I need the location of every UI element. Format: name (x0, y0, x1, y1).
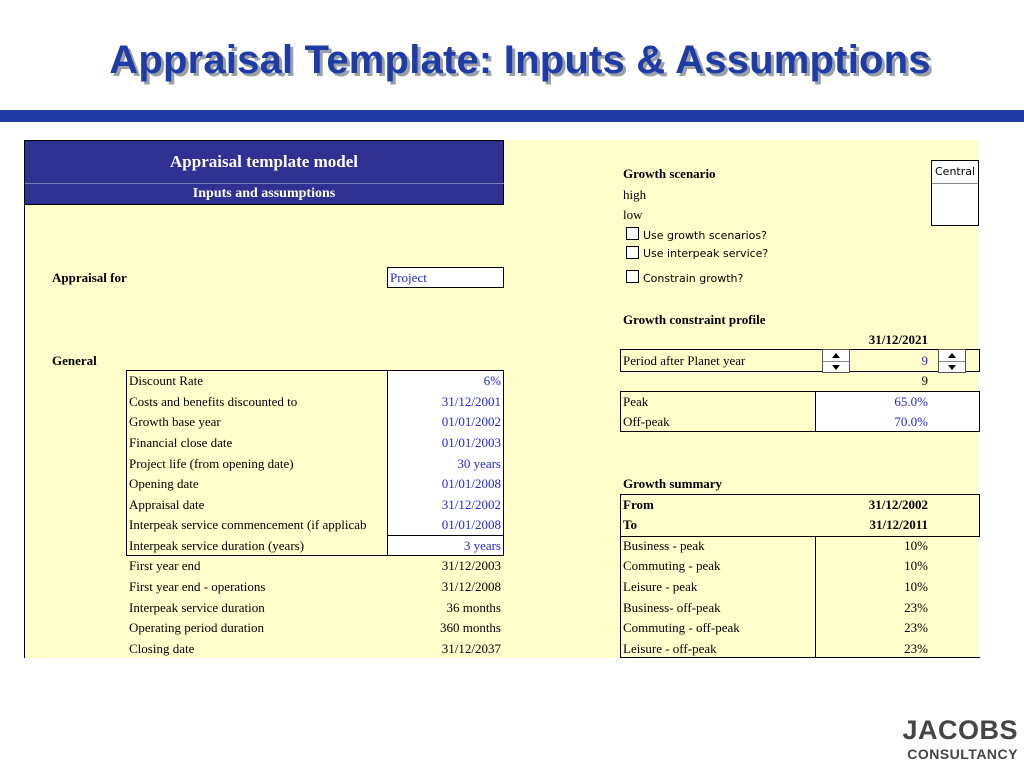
summary-label: Business- off-peak (623, 600, 721, 615)
growth-summary-label: Growth summary (623, 476, 723, 491)
calc-value: 31/12/2037 (441, 641, 501, 656)
calc-label: Closing date (129, 641, 195, 656)
peak-value[interactable]: 65.0% (894, 394, 928, 409)
input-label: Opening date (129, 476, 199, 491)
input-label: Appraisal date (129, 497, 205, 512)
summary-label: Leisure - off-peak (623, 641, 717, 656)
input-value[interactable]: 01/01/2002 (441, 414, 501, 429)
to-value: 31/12/2011 (869, 517, 928, 532)
spinner-up-icon[interactable] (823, 350, 849, 361)
input-label: Costs and benefits discounted to (129, 394, 298, 409)
calc-label: Interpeak service duration (129, 600, 265, 615)
summary-value: 10% (904, 579, 928, 594)
period-spinner-1[interactable] (822, 349, 850, 373)
summary-value: 23% (904, 641, 928, 656)
input-value[interactable]: 01/01/2003 (441, 435, 501, 450)
input-label: Discount Rate (129, 373, 204, 388)
growth-option-low[interactable]: low (623, 207, 643, 222)
spinner-up-icon[interactable] (939, 350, 965, 361)
summary-value: 23% (904, 600, 928, 615)
input-value[interactable]: 3 years (463, 538, 501, 553)
offpeak-value[interactable]: 70.0% (894, 414, 928, 429)
spinner-down-icon[interactable] (823, 362, 849, 373)
input-label: Growth base year (129, 414, 221, 429)
growth-constraint-label: Growth constraint profile (623, 312, 766, 327)
model-title: Appraisal template model (170, 152, 358, 171)
calc-label: Operating period duration (129, 620, 265, 635)
growth-scenario-label: Growth scenario (623, 166, 716, 181)
growth-scenario-selected-row[interactable] (932, 161, 978, 184)
calc-label: First year end (129, 558, 201, 573)
use-interpeak-service-label: Use interpeak service? (643, 247, 769, 260)
summary-value: 10% (904, 558, 928, 573)
title-rule (0, 110, 1024, 122)
input-value[interactable]: 01/01/2008 (441, 476, 501, 491)
spinner-down-icon[interactable] (939, 362, 965, 373)
model-subtitle: Inputs and assumptions (192, 186, 336, 201)
calc-value: 31/12/2003 (441, 558, 501, 573)
use-growth-scenarios-checkbox[interactable] (626, 227, 639, 240)
offpeak-label: Off-peak (623, 414, 670, 429)
period-after-planet-calc: 9 (921, 373, 928, 388)
peak-label: Peak (623, 394, 649, 409)
summary-value: 23% (904, 620, 928, 635)
growth-scenario-listbox[interactable] (931, 160, 979, 226)
summary-label: Commuting - peak (623, 558, 721, 573)
calc-label: First year end - operations (129, 579, 266, 594)
input-label: Interpeak service duration (years) (129, 538, 305, 553)
appraisal-for-input[interactable] (387, 267, 504, 288)
summary-label: Leisure - peak (623, 579, 698, 594)
input-label: Financial close date (129, 435, 233, 450)
calc-value: 360 months (439, 620, 501, 635)
use-growth-scenarios-label: Use growth scenarios? (643, 229, 767, 242)
company-logo-name: JACOBS (902, 715, 1018, 745)
input-value[interactable]: 31/12/2002 (441, 497, 501, 512)
input-label: Project life (from opening date) (129, 456, 294, 471)
period-after-planet-value[interactable]: 9 (921, 353, 928, 368)
period-spinner-2[interactable] (938, 349, 966, 373)
from-value: 31/12/2002 (868, 497, 928, 512)
summary-label: Business - peak (623, 538, 705, 553)
input-value[interactable]: 01/01/2008 (441, 517, 501, 532)
input-value[interactable]: 30 years (457, 456, 501, 471)
input-label: Interpeak service commencement (if applicab (129, 517, 367, 532)
appraisal-for-label: Appraisal for (52, 270, 127, 285)
appraisal-for-value: Project (390, 270, 427, 285)
calc-value: 36 months (446, 600, 501, 615)
to-label: To (623, 517, 637, 532)
growth-option-high[interactable]: high (623, 187, 647, 202)
period-after-planet-label: Period after Planet year (623, 353, 746, 368)
use-interpeak-service-checkbox[interactable] (626, 246, 639, 259)
summary-value: 10% (904, 538, 928, 553)
constrain-growth-checkbox[interactable] (626, 270, 639, 283)
company-logo-subtitle: CONSULTANCY (907, 746, 1018, 762)
constrain-growth-label: Constrain growth? (643, 272, 744, 285)
general-label: General (52, 353, 97, 368)
slide-title: Appraisal Template: Inputs & Assumptions (109, 38, 931, 82)
calc-value: 31/12/2008 (441, 579, 501, 594)
summary-label: Commuting - off-peak (623, 620, 740, 635)
input-value[interactable]: 6% (483, 373, 501, 388)
growth-constraint-date: 31/12/2021 (868, 332, 928, 347)
growth-scenario-selected: Central (935, 165, 976, 178)
input-value[interactable]: 31/12/2001 (441, 394, 501, 409)
from-label: From (623, 497, 654, 512)
